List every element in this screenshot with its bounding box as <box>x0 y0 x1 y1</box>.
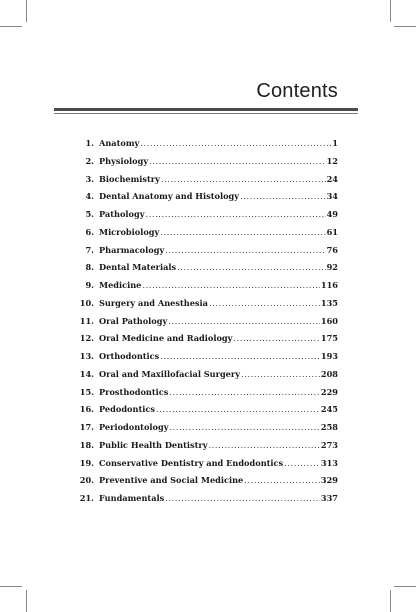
crop-mark <box>26 0 27 22</box>
toc-entry-page: 135 <box>320 297 338 308</box>
leader-dots <box>165 245 325 255</box>
toc-entry-number: 20. <box>79 475 94 486</box>
toc-entry[interactable] <box>70 245 338 263</box>
toc-entry-page: 208 <box>320 368 338 379</box>
toc-entry-page: 61 <box>326 226 338 237</box>
toc-entry[interactable] <box>70 351 338 369</box>
toc-entry-page: 92 <box>326 262 338 273</box>
toc-entry-number: 7. <box>85 244 94 255</box>
toc-entry-number: 6. <box>85 226 94 237</box>
toc-entry[interactable] <box>70 209 338 227</box>
toc-entry-number: 19. <box>79 457 94 468</box>
toc-entry-number: 17. <box>79 422 94 432</box>
toc-entry[interactable] <box>70 227 338 245</box>
page-title: Contents <box>256 80 338 102</box>
toc-entry-number: 3. <box>85 173 94 184</box>
toc-entry-page: 273 <box>320 439 338 450</box>
leader-dots <box>208 440 319 450</box>
toc-entry-title: Preventive and Social Medicine <box>99 475 244 486</box>
toc-entry[interactable] <box>70 458 338 476</box>
toc-entry-title: Dental Materials <box>99 262 177 273</box>
toc-entry-number: 1. <box>85 138 94 148</box>
toc-entry[interactable] <box>70 138 338 156</box>
toc-entry[interactable] <box>70 387 338 405</box>
toc-entry-page: 116 <box>320 280 338 290</box>
crop-mark <box>394 586 416 587</box>
toc-entry-number: 21. <box>79 493 94 503</box>
toc-entry[interactable] <box>70 475 338 493</box>
toc-entry-title: Orthodontics <box>99 351 160 361</box>
leader-dots <box>149 156 325 166</box>
toc-entry-page: 337 <box>320 493 338 503</box>
toc-entry[interactable] <box>70 369 338 387</box>
toc-entry-number: 15. <box>79 386 94 397</box>
toc-entry[interactable] <box>70 440 338 458</box>
table-of-contents <box>70 138 338 511</box>
leader-dots <box>169 387 320 397</box>
toc-entry-number: 2. <box>85 155 94 166</box>
toc-entry-page: 329 <box>320 475 338 486</box>
leader-dots <box>156 404 320 414</box>
toc-entry-title: Oral Pathology <box>99 315 168 326</box>
leader-dots <box>146 209 326 219</box>
toc-entry[interactable] <box>70 422 338 440</box>
toc-entry-page: 229 <box>320 386 338 397</box>
leader-dots <box>160 351 320 361</box>
leader-dots <box>169 422 319 432</box>
toc-entry[interactable] <box>70 316 338 334</box>
leader-dots <box>240 191 326 201</box>
toc-entry-number: 16. <box>79 404 94 415</box>
toc-entry[interactable] <box>70 262 338 280</box>
toc-entry-title: Physiology <box>99 155 149 166</box>
toc-entry-title: Medicine <box>99 280 142 290</box>
toc-entry-page: 160 <box>320 315 338 326</box>
toc-entry-page: 24 <box>326 173 338 184</box>
toc-entry-number: 11. <box>79 315 94 326</box>
heading-rule-thin <box>54 113 358 114</box>
toc-entry-title: Periodontology <box>99 422 169 432</box>
toc-entry-title: Biochemistry <box>99 173 160 184</box>
leader-dots <box>233 333 319 343</box>
leader-dots <box>244 475 320 485</box>
toc-entry-page: 258 <box>320 422 338 432</box>
toc-entry-page: 76 <box>326 244 338 255</box>
toc-entry-number: 18. <box>79 439 94 450</box>
toc-entry-title: Dental Anatomy and Histology <box>99 191 240 202</box>
toc-entry[interactable] <box>70 333 338 351</box>
toc-entry-title: Surgery and Anesthesia <box>99 297 208 308</box>
toc-entry-page: 49 <box>326 209 338 219</box>
toc-entry-page: 1 <box>332 138 338 148</box>
toc-entry[interactable] <box>70 174 338 192</box>
crop-mark <box>0 586 22 587</box>
toc-entry[interactable] <box>70 493 338 511</box>
heading-rule <box>54 108 358 111</box>
toc-entry-number: 12. <box>79 333 94 344</box>
crop-mark <box>390 0 391 22</box>
leader-dots <box>161 174 326 184</box>
toc-entry-title: Anatomy <box>99 138 140 148</box>
toc-entry-page: 34 <box>326 191 338 202</box>
toc-entry[interactable] <box>70 404 338 422</box>
toc-entry-number: 13. <box>79 351 94 361</box>
toc-entry[interactable] <box>70 156 338 174</box>
leader-dots <box>140 138 331 148</box>
leader-dots <box>209 298 320 308</box>
crop-mark <box>26 590 27 612</box>
toc-entry[interactable] <box>70 280 338 298</box>
toc-entry-page: 245 <box>320 404 338 415</box>
toc-entry-title: Pathology <box>99 209 145 219</box>
toc-entry-title: Prosthodontics <box>99 386 169 397</box>
toc-entry-title: Fundamentals <box>99 493 165 503</box>
toc-entry-title: Microbiology <box>99 226 160 237</box>
leader-dots <box>168 316 320 326</box>
toc-entry-title: Conservative Dentistry and Endodontics <box>99 457 284 468</box>
toc-entry-page: 175 <box>320 333 338 344</box>
crop-mark <box>390 590 391 612</box>
toc-entry-title: Public Health Dentistry <box>99 439 208 450</box>
toc-entry-title: Oral Medicine and Radiology <box>99 333 233 344</box>
toc-entry-title: Pharmacology <box>99 244 165 255</box>
leader-dots <box>177 262 325 272</box>
toc-entry-page: 313 <box>320 457 338 468</box>
toc-entry-number: 8. <box>85 262 94 273</box>
leader-dots <box>160 227 325 237</box>
toc-entry-title: Pedodontics <box>99 404 155 415</box>
toc-entry[interactable] <box>70 191 338 209</box>
toc-entry-title: Oral and Maxillofacial Surgery <box>99 368 240 379</box>
leader-dots <box>241 369 320 379</box>
toc-entry-number: 14. <box>79 368 94 379</box>
leader-dots <box>142 280 320 290</box>
toc-entry-page: 12 <box>326 155 338 166</box>
leader-dots <box>165 493 320 503</box>
toc-entry-number: 10. <box>79 297 94 308</box>
crop-mark <box>394 26 416 27</box>
toc-entry-page: 193 <box>320 351 338 361</box>
toc-entry-number: 9. <box>85 280 94 290</box>
crop-mark <box>0 26 22 27</box>
leader-dots <box>284 458 320 468</box>
toc-entry-number: 4. <box>85 191 94 202</box>
toc-entry-number: 5. <box>85 209 94 219</box>
toc-entry[interactable] <box>70 298 338 316</box>
